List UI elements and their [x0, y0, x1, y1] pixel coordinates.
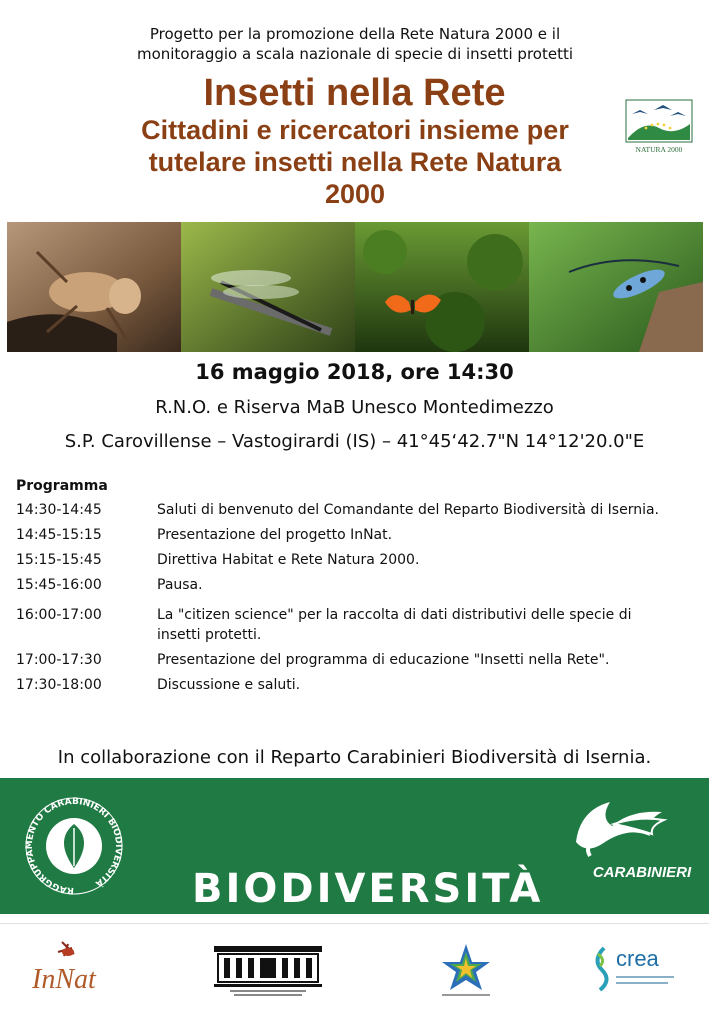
butterfly-photo: [355, 222, 529, 352]
program-row: [16, 575, 696, 595]
subtitle-line-3: 2000: [324, 179, 386, 209]
subtitle-line-1: Cittadini e ricercatori insieme per: [141, 115, 569, 145]
program-desc: Discussione e saluti.: [157, 677, 301, 693]
cricket-photo: [7, 222, 181, 352]
program-desc: Presentazione del programma di educazione "Insetti nella Rete".: [157, 652, 610, 668]
natura-2000-icon: [624, 98, 694, 156]
event-address: S.P. Carovillense – Vastogirardi (IS) – 41°45‘42.7"N 14°12'20.0"E: [64, 431, 645, 452]
program-row: [16, 605, 696, 645]
dragonfly-photo: [181, 222, 355, 352]
program-desc: La "citizen science" per la raccolta di dati distributivi delle specie di insetti protetti.: [157, 607, 632, 643]
seal-ring-text: RAGGRUPPAMENTO CARABINIERI BIODIVERSITÀ: [24, 796, 124, 896]
collaboration-text: In collaborazione con il Reparto Carabinieri Biodiversità di Isernia.: [57, 747, 652, 768]
program-row: [16, 525, 696, 545]
program-heading: Programma: [16, 478, 108, 494]
biodiversita-wordmark: BIODIVERSITÀ: [192, 866, 544, 912]
program-list: [16, 500, 696, 700]
footer-logos: [0, 930, 709, 1010]
innat-logo-text: InNat: [32, 964, 96, 995]
intro-line-2: monitoraggio a scala nazionale di specie di insetti protetti: [136, 45, 574, 63]
page-title: Insetti nella Rete: [203, 72, 506, 114]
natura-2000-logo: [624, 98, 694, 156]
event-date: 16 maggio 2018, ore 14:30: [195, 360, 514, 384]
natura-logo-text: NATURA 2000: [635, 145, 683, 154]
program-row: [16, 500, 696, 520]
conservation-center-logo: [210, 940, 326, 998]
program-row: [16, 550, 696, 570]
innat-logo: [28, 940, 124, 1004]
program-time: 15:15-15:45: [16, 552, 102, 568]
flame-icon: [566, 796, 696, 866]
divider: [0, 923, 709, 924]
program-desc: Saluti di benvenuto del Comandante del Reparto Biodiversità di Isernia.: [157, 502, 660, 518]
program-time: 14:45-15:15: [16, 527, 102, 543]
program-time: 14:30-14:45: [16, 502, 102, 518]
ministry-environment-logo: [434, 940, 498, 1000]
seal-icon: [10, 784, 138, 908]
crea-logo: [590, 942, 680, 1002]
program-time: 17:30-18:00: [16, 677, 102, 693]
subtitle-line-2: tutelare insetti nella Rete Natura: [148, 147, 562, 177]
event-place: R.N.O. e Riserva MaB Unesco Montedimezzo: [155, 397, 554, 418]
program-desc: Pausa.: [157, 577, 203, 593]
program-time: 16:00-17:00: [16, 607, 102, 623]
longhorn-beetle-photo: [529, 222, 703, 352]
intro-line-1: Progetto per la promozione della Rete Natura 2000 e il: [149, 25, 561, 43]
carabinieri-seal-logo: [10, 784, 138, 908]
program-desc: Direttiva Habitat e Rete Natura 2000.: [157, 552, 420, 568]
carabinieri-text: CARABINIERI: [592, 864, 692, 881]
program-time: 15:45-16:00: [16, 577, 102, 593]
program-row: [16, 675, 696, 695]
crea-logo-text: crea: [616, 946, 659, 971]
page-subtitle: [70, 114, 640, 210]
program-desc: Presentazione del progetto InNat.: [157, 527, 393, 543]
program-time: 17:00-17:30: [16, 652, 102, 668]
photo-strip: [7, 222, 703, 352]
carabinieri-logo: [566, 796, 696, 866]
program-row: [16, 650, 696, 670]
intro-text: [60, 24, 650, 64]
